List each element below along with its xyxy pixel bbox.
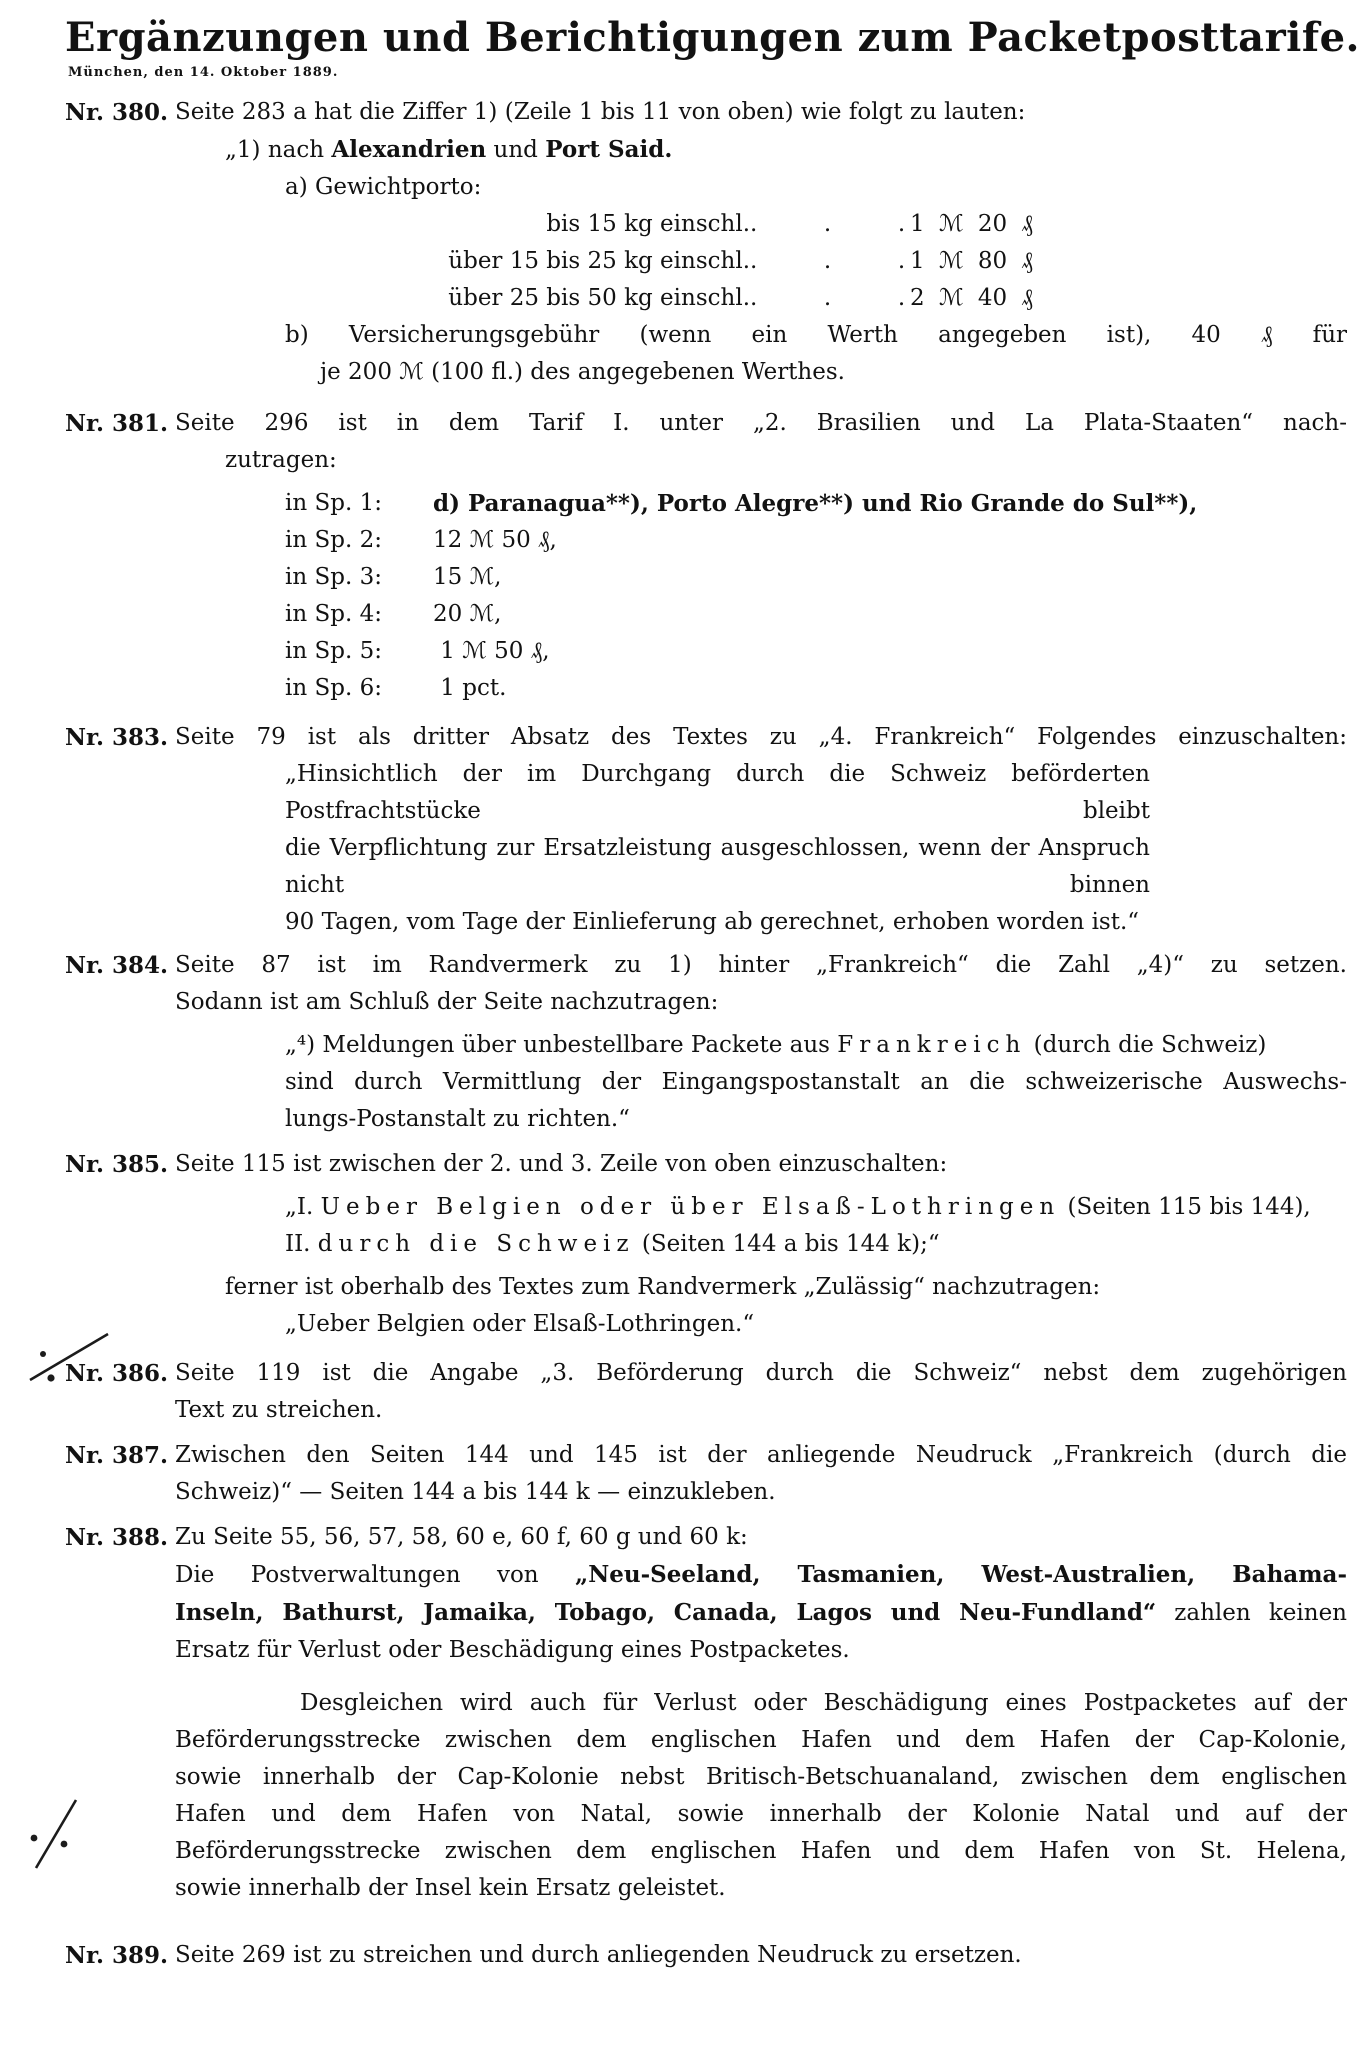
spaced-text: Frankreich — [837, 1032, 1027, 1058]
tariff-dots: . . . — [750, 285, 906, 311]
quote-line: „I. Ueber Belgien oder über Elsaß-Lothringen (Seiten 115 bis 144), — [285, 1194, 1311, 1220]
text-line: Seite 269 ist zu streichen und durch anliegenden Neudruck zu ersetzen. — [175, 1942, 1022, 1968]
tariff-dots: . . . — [750, 211, 906, 237]
tariff-amount: 2 ℳ 40 ₰ — [910, 285, 1033, 311]
text-line: Beförderungsstrecke zwischen dem englischen Hafen und dem Hafen von St. Helena, — [175, 1838, 1347, 1864]
tariff-range: bis 15 kg einschl. — [546, 211, 750, 237]
sp-value: 15 ℳ, — [433, 564, 502, 590]
entry-number: Nr. 381. — [65, 410, 169, 437]
entry-384 — [65, 947, 1347, 1138]
bold-text: Alexandrien — [331, 136, 487, 163]
text-line: Seite 296 ist in dem Tarif I. unter „2. Brasilien und La Plata-Staaten“ nach- — [175, 410, 1347, 436]
entry-number: Nr. 388. — [65, 1524, 169, 1551]
text-line: Seite 283 a hat die Ziffer 1) (Zeile 1 bis 11 von oben) wie folgt zu lauten: — [175, 99, 1026, 125]
entry-number: Nr. 386. — [65, 1360, 169, 1387]
entry-381 — [65, 405, 1347, 707]
text-line: Die Postverwaltungen von „Neu-Seeland, Tasmanien, West-Australien, Bahama- — [175, 1561, 1347, 1588]
text-line: Seite 79 ist als dritter Absatz des Textes zu „4. Frankreich“ Folgendes einzuschalten: — [175, 724, 1347, 750]
sp-value: d) Paranagua**), Porto Alegre**) und Rio Grande do Sul**), — [433, 490, 1198, 517]
entry-number: Nr. 383. — [65, 724, 169, 751]
text-line: zutragen: — [225, 447, 337, 473]
dateline: München, den 14. Oktober 1889. — [68, 65, 339, 80]
quote-line: „Hinsichtlich der im Durchgang durch die Schweiz beförderten Postfrachtstücke bleibt — [285, 761, 1150, 824]
entry-389 — [65, 1937, 1347, 1974]
text-line: Text zu streichen. — [175, 1397, 383, 1423]
bold-text: Port Said. — [545, 136, 673, 163]
text-line: sowie innerhalb der Cap-Kolonie nebst Britisch-Betschuanaland, zwischen dem englischen — [175, 1764, 1347, 1790]
quote-line: „⁴) Meldungen über unbestellbare Packete aus Frankreich (durch die Schweiz) — [285, 1032, 1267, 1058]
tariff-amount: 1 ℳ 20 ₰ — [910, 211, 1033, 237]
sp-label: in Sp. 5: — [285, 638, 382, 664]
text-line: Seite 119 ist die Angabe „3. Beförderung durch die Schweiz“ nebst dem zugehörigen — [175, 1360, 1347, 1386]
entry-number: Nr. 384. — [65, 952, 169, 979]
text-line: a) Gewichtporto: — [285, 174, 482, 200]
text-line: Zu Seite 55, 56, 57, 58, 60 e, 60 f, 60 g und 60 k: — [175, 1524, 748, 1550]
text-line: Sodann ist am Schluß der Seite nachzutragen: — [175, 989, 719, 1015]
sp-row — [175, 559, 1347, 596]
tariff-range: über 15 bis 25 kg einschl. — [448, 248, 750, 274]
sp-row — [175, 633, 1347, 670]
text-line: Beförderungsstrecke zwischen dem englischen Hafen und dem Hafen der Cap-Kolonie, — [175, 1727, 1347, 1753]
bold-text: „Neu-Seeland, Tasmanien, West-Australien, Bahama- — [575, 1561, 1347, 1588]
quote-line: II. durch die Schweiz (Seiten 144 a bis 144 k);“ — [285, 1231, 940, 1257]
sp-row — [175, 522, 1347, 559]
paragraph-liability — [65, 1685, 1347, 1907]
tariff-row — [175, 206, 1347, 243]
text-line: Schweiz)“ — Seiten 144 a bis 144 k — einzukleben. — [175, 1479, 776, 1505]
quote-line: die Verpflichtung zur Ersatzleistung ausgeschlossen, wenn der Anspruch nicht binnen — [285, 835, 1150, 898]
sp-value: 20 ℳ, — [433, 601, 502, 627]
entry-number: Nr. 389. — [65, 1942, 169, 1969]
text-line: „1) nach Alexandrien und Port Said. — [225, 136, 673, 163]
sp-value: 1 pct. — [433, 675, 507, 701]
entry-383 — [65, 719, 1347, 941]
text-line: Desgleichen wird auch für Verlust oder Beschädigung eines Postpacketes auf der — [300, 1690, 1347, 1716]
text-line: Inseln, Bathurst, Jamaika, Tobago, Canada, Lagos und Neu-Fundland“ zahlen keinen — [175, 1599, 1347, 1626]
entry-388 — [65, 1519, 1347, 1669]
entry-386 — [65, 1355, 1347, 1429]
page-title: Ergänzungen und Berichtigungen zum Packetposttarife. — [65, 14, 1360, 61]
tariff-amount: 1 ℳ 80 ₰ — [910, 248, 1033, 274]
quote-line: sind durch Vermittlung der Eingangspostanstalt an die schweizerische Auswechs- — [285, 1069, 1347, 1095]
text-line: Hafen und dem Hafen von Natal, sowie innerhalb der Kolonie Natal und auf der — [175, 1801, 1347, 1827]
sp-label: in Sp. 6: — [285, 675, 382, 701]
sp-row — [175, 596, 1347, 633]
text-line: sowie innerhalb der Insel kein Ersatz geleistet. — [175, 1875, 726, 1901]
sp-row — [175, 485, 1347, 522]
tariff-row — [175, 280, 1347, 317]
entry-number: Nr. 380. — [65, 99, 169, 126]
entry-number: Nr. 387. — [65, 1442, 169, 1469]
sp-label: in Sp. 3: — [285, 564, 382, 590]
text-line: ferner ist oberhalb des Textes zum Randvermerk „Zulässig“ nachzutragen: — [225, 1274, 1101, 1300]
tariff-row — [175, 243, 1347, 280]
spaced-text: Ueber Belgien oder über Elsaß-Lothringen — [320, 1194, 1061, 1220]
text-line: b) Versicherungsgebühr (wenn ein Werth angegeben ist), 40 ₰ für — [285, 322, 1347, 348]
text-line: Zwischen den Seiten 144 und 145 ist der anliegende Neudruck „Frankreich (durch die — [175, 1442, 1347, 1468]
sp-row — [175, 670, 1347, 707]
tariff-dots: . . . — [750, 248, 906, 274]
sp-label: in Sp. 1: — [285, 490, 382, 516]
quote-line: 90 Tagen, vom Tage der Einlieferung ab gerechnet, erhoben worden ist.“ — [285, 909, 1140, 935]
text-line: Seite 87 ist im Randvermerk zu 1) hinter „Frankreich“ die Zahl „4)“ zu setzen. — [175, 952, 1347, 978]
text-line: Ersatz für Verlust oder Beschädigung eines Postpacketes. — [175, 1637, 850, 1663]
entry-list — [65, 94, 1347, 1974]
bold-text: Inseln, Bathurst, Jamaika, Tobago, Canada, Lagos und Neu-Fundland“ — [175, 1599, 1157, 1626]
tariff-range: über 25 bis 50 kg einschl. — [448, 285, 750, 311]
entry-385 — [65, 1146, 1347, 1343]
entry-387 — [65, 1437, 1347, 1511]
text-line: je 200 ℳ (100 fl.) des angegebenen Werthes. — [320, 359, 845, 385]
spaced-text: durch die Schweiz — [317, 1231, 635, 1257]
quote-line: lungs-Postanstalt zu richten.“ — [285, 1106, 630, 1132]
sp-label: in Sp. 2: — [285, 527, 382, 553]
entry-number: Nr. 385. — [65, 1151, 169, 1178]
quote-line: „Ueber Belgien oder Elsaß-Lothringen.“ — [285, 1311, 755, 1337]
text-line: Seite 115 ist zwischen der 2. und 3. Zeile von oben einzuschalten: — [175, 1151, 948, 1177]
sp-label: in Sp. 4: — [285, 601, 382, 627]
sp-value: 1 ℳ 50 ₰, — [433, 638, 550, 664]
entry-380 — [65, 94, 1347, 391]
entry-number — [65, 1685, 175, 1907]
sp-value: 12 ℳ 50 ₰, — [433, 527, 557, 553]
